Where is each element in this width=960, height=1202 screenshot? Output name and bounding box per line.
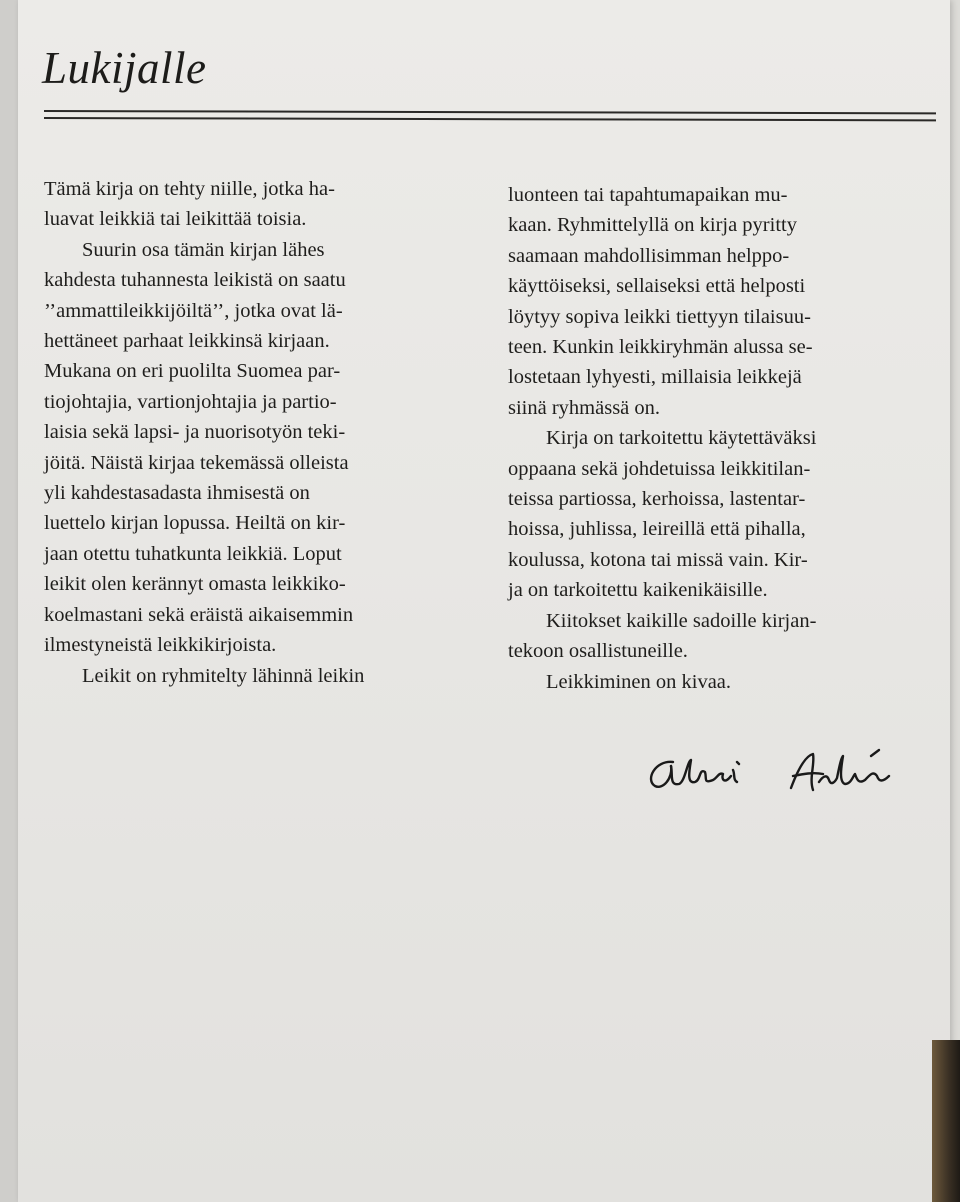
text-line: koelmastani sekä eräistä aikaisemmin — [44, 603, 354, 626]
left-text-column — [44, 174, 484, 691]
text-line: yli kahdestasadasta ihmisestä on — [44, 482, 310, 505]
text-line: saamaan mahdollisimman helppo- — [508, 244, 790, 267]
text-line: ’’ammattileikkijöiltä’’, jotka ovat lä- — [44, 299, 343, 322]
text-line: Suurin osa tämän kirjan lähes — [82, 238, 325, 261]
text-line: teissa partiossa, kerhoissa, lastentar- — [508, 488, 806, 511]
text-line: koulussa, kotona tai missä vain. Kir- — [508, 548, 808, 571]
book-page — [18, 0, 950, 1202]
text-line: ilmestyneistä leikkikirjoista. — [44, 634, 277, 657]
text-line: kahdesta tuhannesta leikistä on saatu — [44, 269, 346, 292]
text-line: siinä ryhmässä on. — [508, 396, 661, 419]
text-line: hoissa, juhlissa, leireillä että pihalla, — [508, 518, 806, 541]
handwritten-signature — [633, 742, 903, 812]
page-heading: Lukijalle — [42, 43, 207, 93]
text-line: teen. Kunkin leikkiryhmän alussa se- — [508, 336, 813, 359]
text-line: jaan otettu tuhatkunta leikkiä. Loput — [44, 542, 342, 565]
text-line: luavat leikkiä tai leikittää toisia. — [44, 208, 307, 231]
text-line: oppaana sekä johdetuissa leikkitilan- — [508, 457, 811, 480]
text-line: Leikit on ryhmitelty lähinnä leikin — [82, 664, 365, 687]
text-line: Kiitokset kaikille sadoille kirjan- — [546, 609, 817, 632]
text-line: lostetaan lyhyesti, millaisia leikkejä — [508, 366, 802, 389]
text-line: jöitä. Näistä kirjaa tekemässä olleista — [44, 451, 349, 474]
text-line: ja on tarkoitettu kaikenikäisille. — [508, 579, 768, 602]
text-line: kaan. Ryhmittelyllä on kirja pyritty — [508, 214, 797, 237]
text-line: tiojohtajia, vartionjohtajia ja partio- — [44, 390, 337, 413]
text-line: leikit olen kerännyt omasta leikkiko- — [44, 573, 346, 596]
heading-rule-bottom — [44, 117, 936, 121]
text-line: Mukana on eri puolilta Suomea par- — [44, 360, 341, 383]
book-edge — [932, 1040, 960, 1202]
text-line: tekoon osallistuneille. — [508, 640, 688, 663]
text-line: käyttöiseksi, sellaiseksi että helposti — [508, 275, 806, 298]
text-line: luettelo kirjan lopussa. Heiltä on kir- — [44, 512, 346, 535]
text-line: Tämä kirja on tehty niille, jotka ha- — [44, 178, 335, 200]
text-line: löytyy sopiva leikki tiettyyn tilaisuu- — [508, 305, 811, 328]
text-line: luonteen tai tapahtumapaikan mu- — [508, 184, 788, 206]
text-line: Kirja on tarkoitettu käytettäväksi — [546, 427, 817, 450]
text-line: Leikkiminen on kivaa. — [546, 670, 732, 693]
text-line: hettäneet parhaat leikkinsä kirjaan. — [44, 330, 330, 353]
heading-rule-top — [44, 110, 936, 114]
text-line: laisia sekä lapsi- ja nuorisotyön teki- — [44, 421, 346, 444]
right-text-column — [508, 180, 938, 697]
